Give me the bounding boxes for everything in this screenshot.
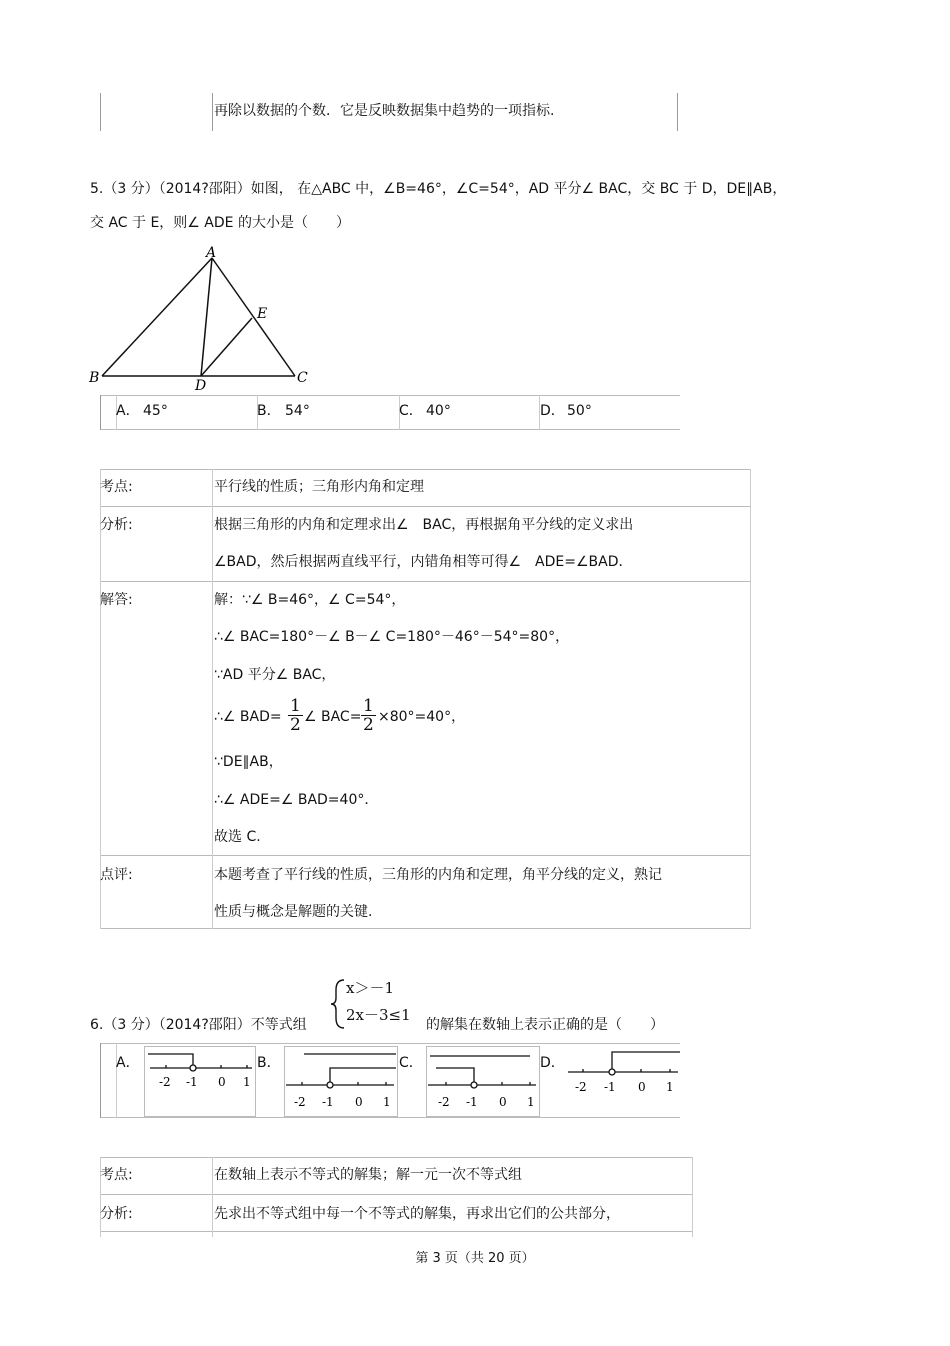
tick-label: 1 xyxy=(243,1075,251,1089)
q5-fenxi-line1: 根据三角形的内角和定理求出∠ BAC，再根据角平分线的定义求出 xyxy=(214,517,634,533)
segment-de xyxy=(201,318,252,376)
table-border-left xyxy=(100,93,101,131)
tick-label: -2 xyxy=(575,1080,587,1094)
q5-fenxi-label: 分析: xyxy=(100,517,133,533)
q5-table-line xyxy=(100,581,750,582)
q5-table-left xyxy=(100,469,101,929)
table-border-right xyxy=(677,93,678,131)
q6-kaodian-label: 考点: xyxy=(100,1167,133,1183)
q5-option-a-value: 45° xyxy=(143,403,168,419)
q5-table-line xyxy=(100,469,750,470)
q5-jieda-line1: 解：∵∠ B=46°，∠ C=54°， xyxy=(214,592,406,608)
tick-label: -1 xyxy=(322,1095,334,1109)
q6-option-b-number-line xyxy=(284,1046,398,1118)
q5-option-c-letter: C． xyxy=(399,403,423,419)
label-b: B xyxy=(89,370,100,386)
q5-dianping-label: 点评: xyxy=(100,867,133,883)
q5-table-line xyxy=(100,506,750,507)
q5-table-right xyxy=(750,469,751,929)
q5-table-line xyxy=(100,928,750,929)
q6-kaodian: 在数轴上表示不等式的解集；解一元一次不等式组 xyxy=(214,1167,522,1183)
tick-label: -2 xyxy=(294,1095,306,1109)
fraction-denominator: 2 xyxy=(363,715,374,735)
q5-table-line xyxy=(100,855,750,856)
q6-option-a-number-line xyxy=(144,1046,256,1118)
q6-option-d-number-line xyxy=(566,1046,680,1118)
tick-label: 0 xyxy=(638,1080,646,1094)
tick-label: -1 xyxy=(466,1095,478,1109)
q6-option-c-number-line xyxy=(426,1046,540,1118)
q5-opt-border xyxy=(100,395,101,430)
q5-fenxi-line2: ∠BAD，然后根据两直线平行，内错角相等可得∠ ADE=∠BAD． xyxy=(214,554,633,570)
q6-option-c-letter: C． xyxy=(399,1055,423,1071)
q5-jieda-line6: ∴∠ ADE=∠ BAD=40°． xyxy=(214,792,379,808)
q5-jieda-line5: ∵DE∥AB， xyxy=(214,754,283,770)
page-footer: 第 3 页（共 20 页） xyxy=(415,1251,535,1266)
q5-dianping-line2: 性质与概念是解题的关键. xyxy=(214,904,373,920)
q5-stem-line1: 5.（3 分）（2014?邵阳）如图， 在△ABC 中，∠B=46°，∠C=54°，AD 平分∠ BAC，交 BC 于 D，DE∥AB， xyxy=(90,181,787,197)
tick-label: 0 xyxy=(218,1075,226,1089)
fraction-one-half xyxy=(288,697,303,734)
q6-system-line2: 2x－3≤1 xyxy=(346,1006,411,1024)
q5-option-b-value: 54° xyxy=(285,403,310,419)
q6-option-a-letter: A． xyxy=(116,1055,140,1071)
q5-option-d-letter: D． xyxy=(540,403,565,419)
q6-table-right xyxy=(692,1157,693,1237)
tick-label: -2 xyxy=(159,1075,171,1089)
q6-table-divider xyxy=(212,1157,213,1237)
q6-option-d-letter: D． xyxy=(540,1055,565,1071)
label-c: C xyxy=(297,370,308,386)
q5-kaodian-label: 考点: xyxy=(100,479,133,495)
q5-triangle-figure xyxy=(85,240,325,395)
tick-label: 0 xyxy=(355,1095,363,1109)
q6-table-line xyxy=(100,1157,692,1158)
fraction-numerator: 1 xyxy=(290,696,301,716)
q5-jieda-line4-c: ×80°=40°， xyxy=(378,709,466,725)
q5-kaodian: 平行线的性质；三角形内角和定理 xyxy=(214,479,424,495)
q5-jieda-label: 解答: xyxy=(100,592,133,608)
q6-table-line xyxy=(100,1231,692,1232)
tick-label: 1 xyxy=(666,1080,674,1094)
q5-stem-line2: 交 AC 于 E，则∠ ADE 的大小是（ ） xyxy=(90,215,350,231)
q6-option-b-letter: B． xyxy=(257,1055,281,1071)
q5-options-top xyxy=(100,395,680,396)
q6-table-line xyxy=(100,1194,692,1195)
tick-label: -2 xyxy=(438,1095,450,1109)
q5-table-divider xyxy=(212,469,213,929)
q5-jieda-line3: ∵AD 平分∠ BAC， xyxy=(214,667,336,683)
fraction-one-half xyxy=(361,697,376,734)
q6-fenxi-line1: 先求出不等式组中每一个不等式的解集，再求出它们的公共部分， xyxy=(214,1206,620,1222)
q5-option-a-letter: A． xyxy=(116,403,140,419)
tick-label: -1 xyxy=(604,1080,616,1094)
tick-label: -1 xyxy=(186,1075,198,1089)
q5-jieda-line7: 故选 C. xyxy=(214,829,261,845)
q6-stem-prefix: 6.（3 分）（2014?邵阳）不等式组 xyxy=(90,1017,307,1033)
q6-opt-border xyxy=(100,1043,101,1118)
fraction-denominator: 2 xyxy=(290,715,301,735)
q5-jieda-line4-a: ∴∠ BAD= xyxy=(214,709,282,725)
label-e: E xyxy=(257,306,268,322)
q6-fenxi-label: 分析: xyxy=(100,1206,133,1222)
side-ac xyxy=(212,258,295,376)
q5-jieda-line4-b: ∠ BAC= xyxy=(304,709,362,725)
top-table-text: 再除以数据的个数．它是反映数据集中趋势的一项指标. xyxy=(214,103,555,119)
tick-label: 1 xyxy=(527,1095,535,1109)
q5-dianping-line1: 本题考查了平行线的性质，三角形的内角和定理，角平分线的定义，熟记 xyxy=(214,867,662,883)
q5-option-d-value: 50° xyxy=(567,403,592,419)
q5-options-bottom xyxy=(100,429,680,430)
fraction-numerator: 1 xyxy=(363,696,374,716)
q5-option-c-value: 40° xyxy=(426,403,451,419)
q6-stem-suffix: 的解集在数轴上表示正确的是（ ） xyxy=(426,1017,664,1033)
table-divider xyxy=(212,93,213,131)
tick-label: 1 xyxy=(383,1095,391,1109)
q5-option-b-letter: B． xyxy=(257,403,281,419)
q6-options-top xyxy=(100,1043,680,1044)
label-d: D xyxy=(195,378,207,394)
tick-label: 0 xyxy=(499,1095,507,1109)
side-ab xyxy=(102,258,212,376)
label-a: A xyxy=(206,245,217,261)
q5-jieda-line2: ∴∠ BAC=180°－∠ B－∠ C=180°－46°－54°=80°， xyxy=(214,629,570,645)
q6-system-line1: x＞－1 xyxy=(346,979,395,997)
bisector-ad xyxy=(201,258,212,376)
